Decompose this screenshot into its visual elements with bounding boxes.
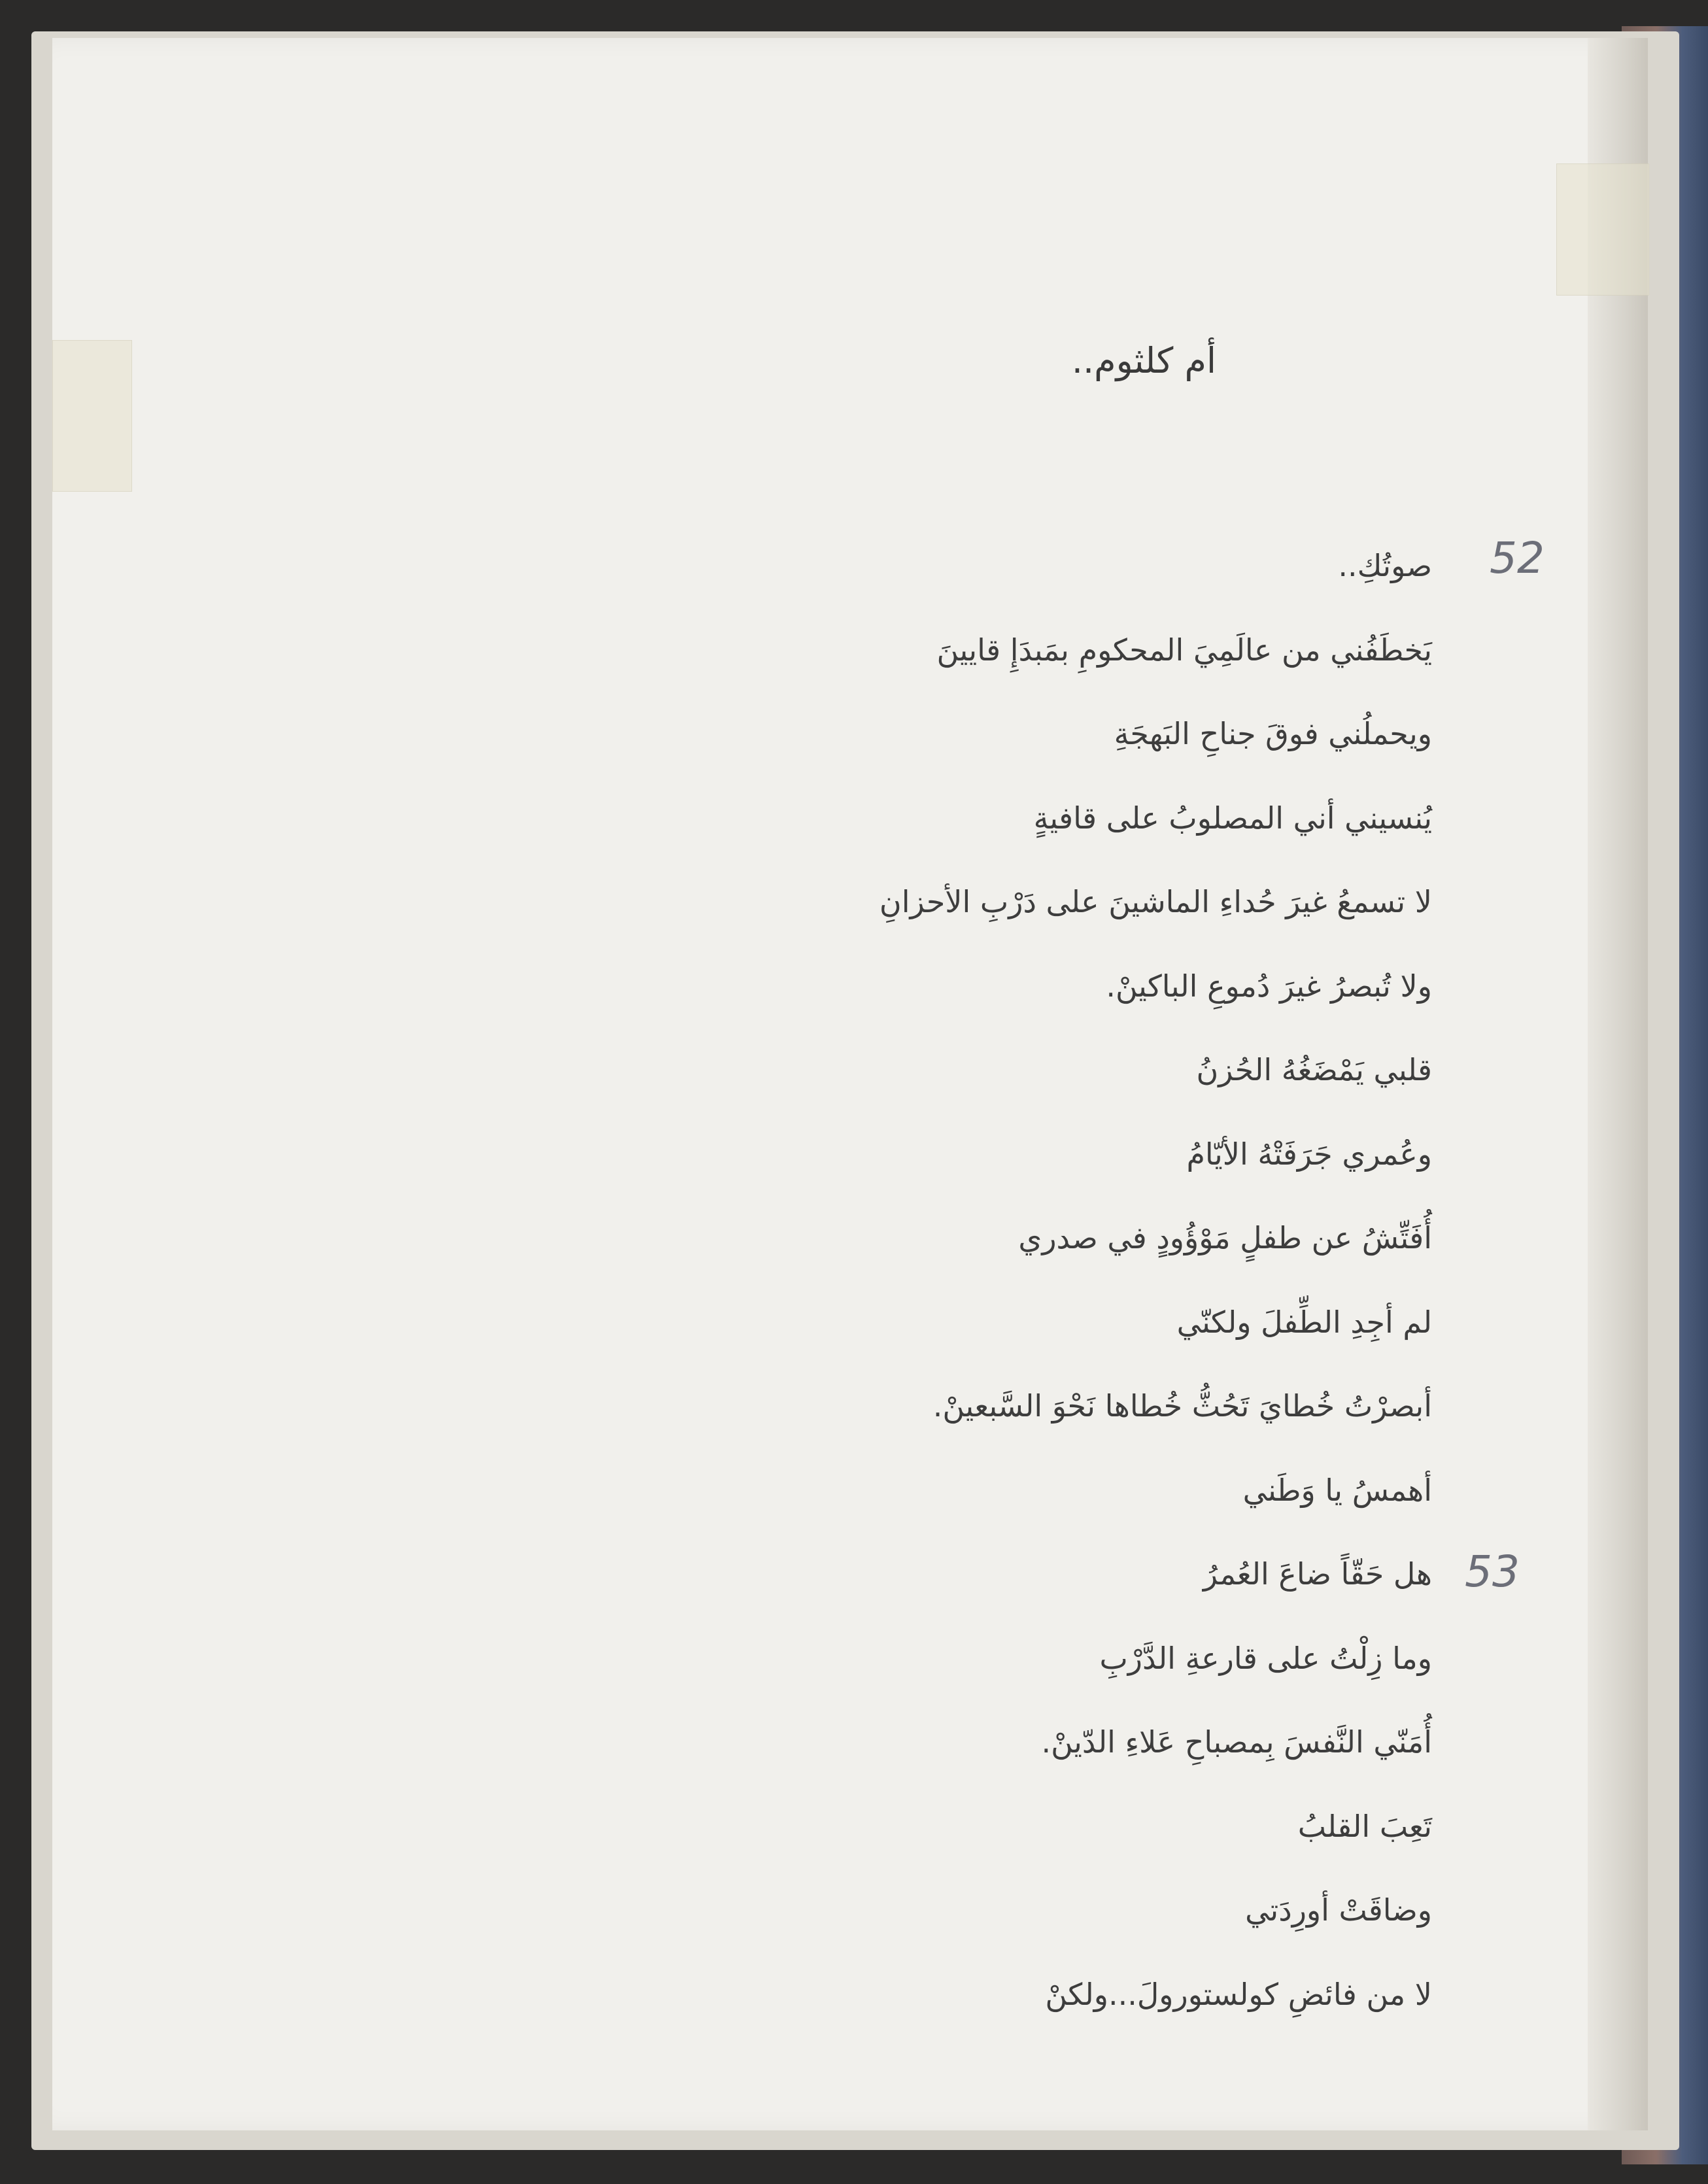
poem-line: لا من فائضِ كولستورولَ...ولكنْ <box>1045 1976 1432 2012</box>
tape-mark-left <box>52 340 132 492</box>
poem-line: لم أجِدِ الطِّفلَ ولكنّي <box>1176 1304 1432 1340</box>
handwritten-page-number-53: 53 <box>1465 1546 1520 1597</box>
poem-line: وضاقَتْ أورِدَتي <box>1245 1892 1432 1928</box>
tape-mark-right <box>1556 163 1649 296</box>
poem-line: أبصرْتُ خُطايَ تَحُثُّ خُطاها نَحْوَ السَّبعينْ. <box>932 1388 1432 1424</box>
poem-line: أُفَتِّشُ عن طفلٍ مَوْؤُودٍ في صدري <box>1018 1220 1432 1255</box>
poem-line: ويحملُني فوقَ جناحِ البَهجَةِ <box>1114 716 1432 751</box>
handwritten-page-number-52: 52 <box>1490 533 1545 583</box>
poem-line: تَعِبَ القلبُ <box>1297 1808 1432 1844</box>
poem-line: أُمَنّي النَّفسَ بِمصباحِ عَلاءِ الدّينْ. <box>1041 1724 1432 1760</box>
poem-line: هل حَقّاً ضاعَ العُمرُ <box>1203 1556 1432 1592</box>
poem-line: صوتُكِ.. <box>1338 548 1432 583</box>
page-gutter <box>1588 38 1648 2130</box>
poem-line: قلبي يَمْضَغُهُ الحُزنُ <box>1196 1052 1432 1087</box>
poem-line: وعُمري جَرَفَتْهُ الأيّامُ <box>1186 1136 1432 1172</box>
poem-line: يَخطَفُني من عالَمِيَ المحكومِ بمَبدَإِ قايينَ <box>936 632 1432 668</box>
poem-body <box>719 536 1432 2049</box>
poem-line: لا تسمعُ غيرَ حُداءِ الماشينَ على دَرْبِ الأحزانِ <box>879 884 1432 919</box>
poem-line: يُنسيني أني المصلوبُ على قافيةٍ <box>1033 800 1432 836</box>
poem-line: ولا تُبصرُ غيرَ دُموعِ الباكينْ. <box>1106 968 1432 1004</box>
poem-line: أهمسُ يا وَطَني <box>1242 1472 1432 1508</box>
poem-title: أم كلثوم.. <box>1071 340 1216 381</box>
poem-line: وما زِلْتُ على قارعةِ الدَّرْبِ <box>1099 1640 1432 1676</box>
